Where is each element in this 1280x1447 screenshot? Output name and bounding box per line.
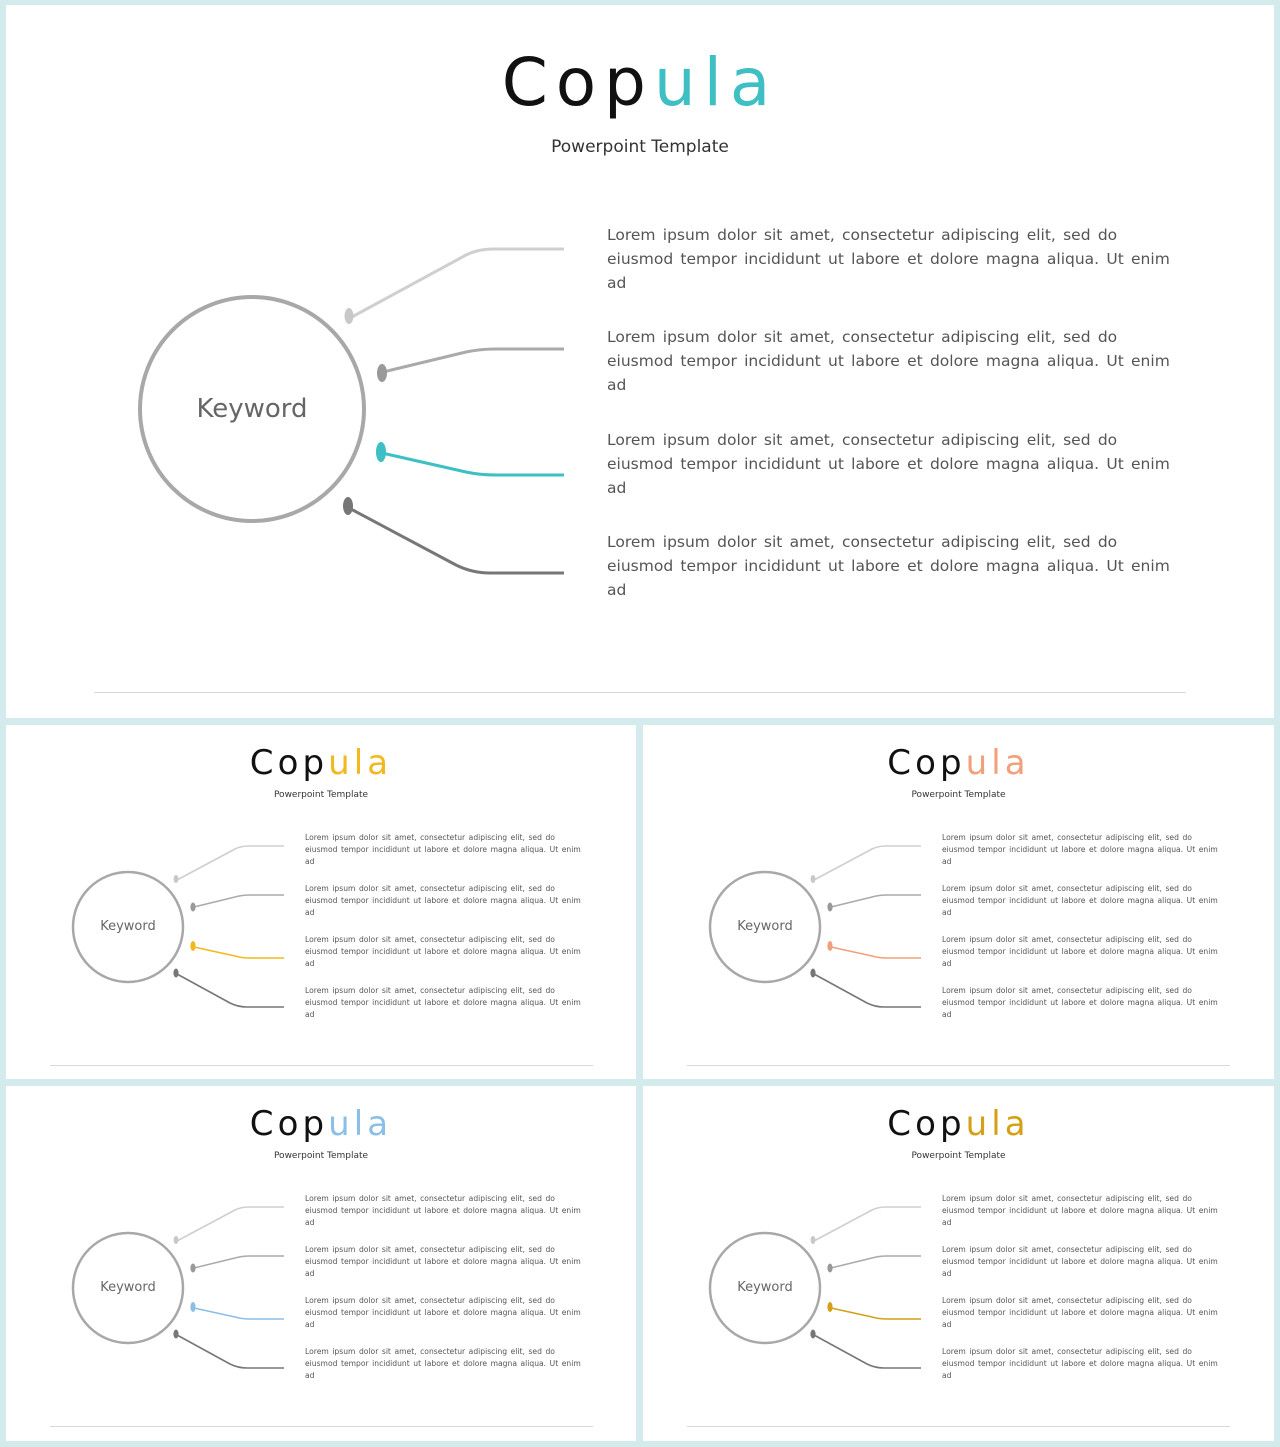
keyword-label: Keyword — [100, 1280, 156, 1295]
title-accent: ula — [965, 1104, 1030, 1144]
connector-dot-1 — [811, 1236, 816, 1244]
title-accent: ula — [653, 44, 779, 121]
slide-subtitle: Powerpoint Template — [551, 137, 729, 157]
connector-line-3 — [382, 453, 564, 475]
connector-dot-4 — [810, 969, 815, 978]
connector-line-2 — [831, 1256, 921, 1268]
connector-line-2 — [194, 1256, 284, 1268]
paragraph-3: Lorem ipsum dolor sit amet, consectetur adipiscing elit, sed do eiusmod tempor incididunt ut labore et dolore magna aliqua. Ut enim ad — [305, 1296, 581, 1329]
paragraph-3: Lorem ipsum dolor sit amet, consectetur adipiscing elit, sed do eiusmod tempor incididunt ut labore et dolore magna aliqua. Ut enim ad — [942, 1296, 1218, 1329]
paragraph-1: Lorem ipsum dolor sit amet, consectetur adipiscing elit, sed do eiusmod tempor incididunt ut labore et dolore magna aliqua. Ut enim ad — [942, 833, 1218, 866]
slide-subtitle: Powerpoint Template — [911, 790, 1006, 800]
connector-line-1 — [177, 846, 284, 880]
paragraph-1: Lorem ipsum dolor sit amet, consectetur adipiscing elit, sed do eiusmod tempor incididunt ut labore et dolore magna aliqua. Ut enim ad — [607, 226, 1170, 292]
slide-thumb-gold — [643, 1086, 1274, 1441]
connector-dot-2 — [827, 903, 832, 912]
connector-dot-4 — [810, 1330, 815, 1339]
connector-dot-3 — [827, 1302, 832, 1312]
connector-dot-2 — [827, 1264, 832, 1273]
connector-dot-3 — [190, 1302, 195, 1312]
connector-dot-1 — [345, 308, 354, 324]
connector-dot-1 — [174, 1236, 179, 1244]
paragraph-1: Lorem ipsum dolor sit amet, consectetur adipiscing elit, sed do eiusmod tempor incididunt ut labore et dolore magna aliqua. Ut enim ad — [942, 1194, 1218, 1227]
slide-subtitle: Powerpoint Template — [911, 1151, 1006, 1161]
slide-subtitle: Powerpoint Template — [273, 1151, 369, 1161]
paragraph-2: Lorem ipsum dolor sit amet, consectetur adipiscing elit, sed do eiusmod tempor incididunt ut labore et dolore magna aliqua. Ut enim ad — [942, 884, 1218, 917]
connector-dot-4 — [173, 1330, 178, 1339]
paragraph-2: Lorem ipsum dolor sit amet, consectetur adipiscing elit, sed do eiusmod tempor incididunt ut labore et dolore magna aliqua. Ut enim ad — [305, 884, 581, 917]
footer-divider — [50, 1065, 593, 1066]
footer-divider — [50, 1426, 593, 1427]
title-prefix: Cop — [501, 44, 654, 121]
connector-dot-4 — [173, 969, 178, 978]
paragraph-3: Lorem ipsum dolor sit amet, consectetur adipiscing elit, sed do eiusmod tempor incididunt ut labore et dolore magna aliqua. Ut enim ad — [607, 431, 1170, 497]
footer-divider — [687, 1065, 1230, 1066]
title-prefix: Cop — [887, 1104, 966, 1144]
connector-line-2 — [194, 895, 284, 907]
paragraph-3: Lorem ipsum dolor sit amet, consectetur adipiscing elit, sed do eiusmod tempor incididunt ut labore et dolore magna aliqua. Ut enim ad — [942, 935, 1218, 968]
connector-line-3 — [831, 947, 921, 958]
keyword-label: Keyword — [737, 1280, 793, 1295]
paragraph-2: Lorem ipsum dolor sit amet, consectetur adipiscing elit, sed do eiusmod tempor incididunt ut labore et dolore magna aliqua. Ut enim ad — [607, 328, 1170, 394]
paragraph-1: Lorem ipsum dolor sit amet, consectetur adipiscing elit, sed do eiusmod tempor incididunt ut labore et dolore magna aliqua. Ut enim ad — [305, 1194, 581, 1227]
title-prefix: Cop — [249, 1104, 329, 1144]
connector-dot-2 — [377, 364, 387, 382]
connector-line-3 — [194, 947, 284, 958]
title-accent: ula — [965, 743, 1030, 783]
connector-dot-1 — [174, 875, 179, 883]
connector-dot-3 — [190, 941, 195, 951]
slide-thumb-peach — [643, 725, 1274, 1079]
connector-dot-3 — [376, 442, 386, 462]
connector-line-2 — [831, 895, 921, 907]
connector-line-4 — [349, 508, 564, 573]
connector-line-1 — [177, 1207, 284, 1241]
title-accent: ula — [328, 743, 393, 783]
connector-dot-2 — [190, 903, 195, 912]
connector-line-4 — [814, 974, 921, 1007]
paragraph-2: Lorem ipsum dolor sit amet, consectetur adipiscing elit, sed do eiusmod tempor incididunt ut labore et dolore magna aliqua. Ut enim ad — [305, 1245, 581, 1278]
footer-divider — [94, 692, 1186, 693]
title-prefix: Cop — [887, 743, 966, 783]
connector-line-4 — [814, 1335, 921, 1368]
connector-dot-2 — [190, 1264, 195, 1273]
connector-line-3 — [831, 1308, 921, 1319]
keyword-label: Keyword — [737, 919, 793, 934]
paragraph-4: Lorem ipsum dolor sit amet, consectetur adipiscing elit, sed do eiusmod tempor incididunt ut labore et dolore magna aliqua. Ut enim ad — [942, 986, 1218, 1019]
paragraph-1: Lorem ipsum dolor sit amet, consectetur adipiscing elit, sed do eiusmod tempor incididunt ut labore et dolore magna aliqua. Ut enim ad — [305, 833, 581, 866]
slide-main — [6, 5, 1274, 718]
connector-dot-1 — [811, 875, 816, 883]
connector-line-1 — [814, 846, 921, 880]
slide-thumb-blue — [6, 1086, 636, 1441]
connector-line-3 — [194, 1308, 284, 1319]
paragraph-4: Lorem ipsum dolor sit amet, consectetur adipiscing elit, sed do eiusmod tempor incididunt ut labore et dolore magna aliqua. Ut enim ad — [305, 986, 581, 1019]
keyword-label: Keyword — [100, 919, 156, 934]
connector-line-1 — [350, 249, 564, 318]
paragraph-4: Lorem ipsum dolor sit amet, consectetur adipiscing elit, sed do eiusmod tempor incididunt ut labore et dolore magna aliqua. Ut enim ad — [305, 1347, 581, 1380]
slide-subtitle: Powerpoint Template — [273, 790, 369, 800]
slide-thumb-yellow — [6, 725, 636, 1079]
paragraph-2: Lorem ipsum dolor sit amet, consectetur adipiscing elit, sed do eiusmod tempor incididunt ut labore et dolore magna aliqua. Ut enim ad — [942, 1245, 1218, 1278]
keyword-label: Keyword — [196, 394, 308, 424]
paragraph-4: Lorem ipsum dolor sit amet, consectetur adipiscing elit, sed do eiusmod tempor incididunt ut labore et dolore magna aliqua. Ut enim ad — [607, 533, 1170, 599]
footer-divider — [687, 1426, 1230, 1427]
connector-line-2 — [383, 349, 564, 372]
connector-line-4 — [177, 1335, 284, 1368]
paragraph-4: Lorem ipsum dolor sit amet, consectetur adipiscing elit, sed do eiusmod tempor incididunt ut labore et dolore magna aliqua. Ut enim ad — [942, 1347, 1218, 1380]
paragraph-3: Lorem ipsum dolor sit amet, consectetur adipiscing elit, sed do eiusmod tempor incididunt ut labore et dolore magna aliqua. Ut enim ad — [305, 935, 581, 968]
connector-line-1 — [814, 1207, 921, 1241]
connector-dot-3 — [827, 941, 832, 951]
title-prefix: Cop — [249, 743, 329, 783]
connector-dot-4 — [343, 497, 353, 515]
connector-line-4 — [177, 974, 284, 1007]
title-accent: ula — [328, 1104, 393, 1144]
